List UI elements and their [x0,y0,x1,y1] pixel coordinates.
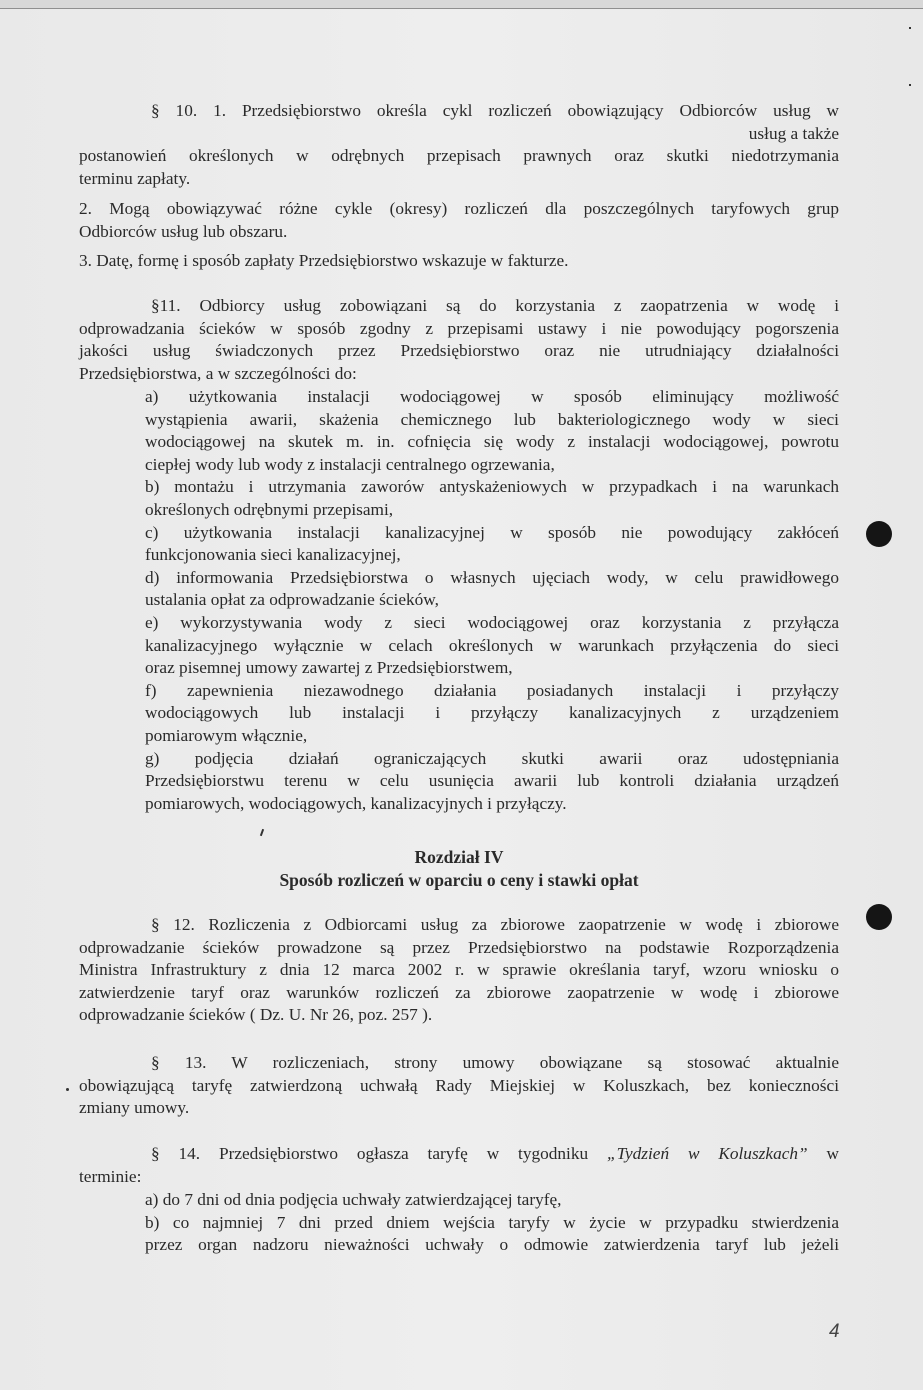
p10-item2-line2: Odbiorców usług lub obszaru. [79,221,288,241]
paragraph-11 [79,295,839,385]
p13-line: § 13. W rozliczeniach, strony umowy obowiązane są stosować aktualnie [151,1053,839,1072]
item-line: c) użytkowania instalacji kanalizacyjnej w sposób nie powodujący zakłóceń [145,522,839,542]
item-line: b) montażu i utrzymania zaworów antyskażeniowych w przypadkach i na warunkach [145,477,839,497]
p11-item-f [145,680,839,748]
p14-item-b-line: przez organ nadzoru nieważności uchwały o odmowie zatwierdzenia taryf lub jeżeli [145,1235,839,1255]
chapter-number: Rozdział IV [414,847,504,867]
p11-item-e [145,612,839,680]
item-line: wodociągowych lub instalacji i przyłączy kanalizacyjnych z urządzeniem [145,703,839,723]
p14-item-b-line: b) co najmniej 7 dni przed dniem wejścia taryfy w życie w przypadku stwierdzenia [145,1212,839,1232]
p14-list [145,1189,839,1257]
p12-line: odprowadzanie ścieków prowadzone są przez Przedsiębiorstwo na podstawie Rozporządzenia [79,937,839,957]
p14-text: w [807,1144,839,1163]
p10-line2: usług a także [748,123,839,143]
punch-hole [866,904,892,930]
punch-hole [866,521,892,547]
item-line: ustalania opłat za odprowadzanie ścieków, [145,590,439,610]
chapter-title: Sposób rozliczeń w oparciu o ceny i stawki opłat [279,869,639,890]
p11-line4: Przedsiębiorstwa, a w szczególności do: [79,363,357,383]
item-line: a) użytkowania instalacji wodociągowej w sposób eliminujący możliwość [145,387,839,406]
item-line: pomiarowych, wodociągowych, kanalizacyjnych i przyłączy. [145,793,567,813]
p14-text: § 14. Przedsiębiorstwo ogłasza taryfę w tygodniku [151,1144,607,1163]
p14-line2: terminie: [79,1166,142,1186]
p12-line: zatwierdzenie taryf oraz warunków rozliczeń za zbiorowe zaopatrzenie w wodę i zbiorowe [79,982,839,1002]
p10-line1: § 10. 1. Przedsiębiorstwo określa cykl rozliczeń obowiązujący Odbiorców usług w [151,101,839,120]
item-line: oraz pisemnej umowy zawartej z Przedsiębiorstwem, [145,658,513,678]
p11-line3: jakości usług świadczonych przez Przedsiębiorstwo oraz nie utrudniający działalności [79,341,839,361]
p11-item-c [145,522,839,567]
page-number: 4 [829,1321,840,1342]
p14-item-a: a) do 7 dni od dnia podjęcia uchwały zatwierdzającej taryfę, [145,1190,562,1209]
paragraph-12 [79,914,839,1027]
item-line: funkcjonowania sieci kanalizacyjnej, [145,545,401,565]
item-line: kanalizacyjnego wyłącznie w celach określonych w warunkach przyłączenia do sieci [145,635,839,655]
item-line: ciepłej wody lub wody z instalacji centralnego ogrzewania, [145,454,555,474]
item-line: f) zapewnienia niezawodnego działania posiadanych instalacji i przyłączy [145,680,839,700]
p11-line2: odprowadzania ścieków w sposób zgodny z przepisami ustawy i nie powodujący pogorszenia [79,318,839,338]
p13-line: zmiany umowy. [79,1098,190,1118]
p11-item-d [145,567,839,612]
paragraph-14 [79,1143,839,1188]
item-line: określonych odrębnymi przepisami, [145,499,394,519]
p12-line: odprowadzanie ścieków ( Dz. U. Nr 26, poz. 257 ). [79,1005,433,1025]
p12-line: § 12. Rozliczenia z Odbiorcami usług za zbiorowe zaopatrzenie w wodę i zbiorowe [151,915,839,934]
paragraph-13 [79,1052,839,1120]
scan-top-edge [0,0,923,9]
p11-line1: §11. Odbiorcy usług zobowiązani są do korzystania z zaopatrzenia w wodę i [151,296,839,315]
newspaper-title: „Tydzień w Koluszkach” [607,1144,808,1163]
p10-item2-line1: 2. Mogą obowiązywać różne cykle (okresy) rozliczeń dla poszczególnych taryfowych grup [79,199,839,218]
item-line: wodociągowej na skutek m. in. cofnięcia się wody z instalacji wodociągowej, powrotu [145,432,839,452]
item-line: g) podjęcia działań ograniczających skutki awarii oraz udostępniania [145,748,839,768]
p11-item-a [145,386,839,476]
scan-speck [66,1088,69,1091]
p12-line: Ministra Infrastruktury z dnia 12 marca 2002 r. w sprawie określania taryf, wzoru wniosku o [79,960,839,980]
item-line: d) informowania Przedsiębiorstwa o własnych ujęciach wody, w celu prawidłowego [145,567,839,587]
p10-line3: postanowień określonych w odrębnych przepisach prawnych oraz skutki niedotrzymania [79,146,839,166]
scan-speck [909,27,911,29]
p13-line: obowiązującą taryfę zatwierdzoną uchwałą Rady Miejskiej w Koluszkach, bez konieczności [79,1075,839,1095]
item-line: e) wykorzystywania wody z sieci wodociągowej oraz korzystania z przyłącza [145,612,839,632]
item-line: pomiarowym włącznie, [145,725,308,745]
paragraph-10 [79,100,839,190]
paragraph-10-item-2 [79,198,839,243]
p14-line1 [79,1143,839,1166]
paragraph-10-item-3 [79,250,839,273]
chapter-heading [79,846,839,891]
p10-line4: terminu zapłaty. [79,168,191,188]
item-line: wystąpienia awarii, skażenia chemicznego lub bakteriologicznego wody w sieci [145,409,839,429]
p11-item-b [145,476,839,521]
p11-item-g [145,748,839,816]
scan-speck [909,84,911,86]
p11-list [145,386,839,815]
p10-item3: 3. Datę, formę i sposób zapłaty Przedsiębiorstwo wskazuje w fakturze. [79,251,569,270]
item-line: Przedsiębiorstwu terenu w celu usunięcia awarii lub kontroli działania urządzeń [145,771,839,791]
